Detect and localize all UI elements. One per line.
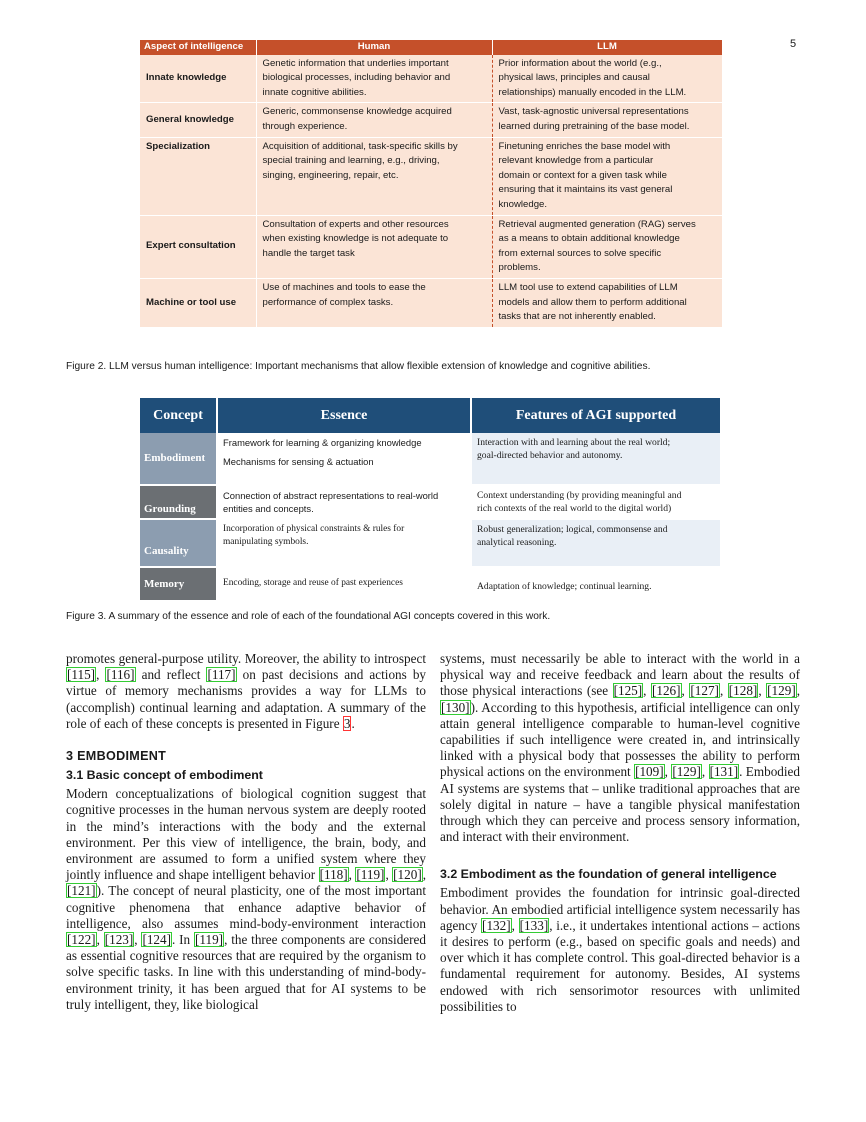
cell-line: manipulating symbols. bbox=[223, 537, 309, 547]
features-cell bbox=[471, 567, 720, 601]
aspect-cell: Machine or tool use bbox=[140, 278, 256, 327]
text: Modern conceptualizations of biological cognition suggest that cognitive processes in the human nervous system are deeply rooted in the mind’s interactions with the body and the external environment. Per this view of intelligence, the brain, body, and environment are assumed to form a unified system where they jointly influence and shape intelligent behavior bbox=[66, 786, 426, 883]
llm-cell bbox=[492, 215, 722, 278]
table-row bbox=[140, 55, 722, 103]
header-essence: Essence bbox=[217, 398, 471, 433]
text: , bbox=[348, 867, 356, 883]
cell-line: relationships) manually encoded in the LLM. bbox=[498, 86, 687, 98]
left-column bbox=[66, 651, 426, 1013]
table-row bbox=[140, 278, 722, 327]
cell-line: LLM tool use to extend capabilities of LLM bbox=[498, 281, 678, 293]
cell-line: innate cognitive abilities. bbox=[262, 86, 367, 98]
aspect-cell: Specialization bbox=[140, 137, 256, 215]
figure-reference[interactable]: 3 bbox=[343, 715, 351, 731]
text: , bbox=[96, 667, 106, 683]
citation[interactable]: [119] bbox=[194, 932, 224, 948]
cell-line: domain or context for a given task while bbox=[498, 169, 668, 181]
llm-cell bbox=[492, 137, 722, 215]
figure2-caption: Figure 2. LLM versus human intelligence: Important mechanisms that allow flexible extension of knowledge and cognitive abilities. bbox=[66, 361, 651, 372]
cell-line: goal-directed behavior and autonomy. bbox=[477, 450, 623, 461]
human-cell bbox=[256, 137, 492, 215]
citation[interactable]: [109] bbox=[635, 764, 664, 780]
cell-line: Prior information about the world (e.g., bbox=[498, 57, 662, 69]
aspect-cell: Innate knowledge bbox=[140, 55, 256, 103]
cell-line: Framework for learning & organizing knowledge bbox=[223, 437, 422, 448]
cell-line: knowledge. bbox=[498, 198, 548, 210]
features-cell bbox=[471, 485, 720, 519]
citation[interactable]: [133] bbox=[519, 917, 549, 933]
cell-line: tasks that are not inherently enabled. bbox=[498, 311, 656, 323]
concept-cell: Embodiment bbox=[140, 433, 217, 485]
essence-cell bbox=[217, 567, 471, 601]
cell-line: singing, engineering, repair, etc. bbox=[262, 169, 399, 181]
features-cell bbox=[471, 433, 720, 485]
cell-line: Robust generalization; logical, commonsense and bbox=[477, 524, 668, 535]
table-row bbox=[140, 485, 720, 519]
essence-cell bbox=[217, 485, 471, 519]
essence-cell bbox=[217, 519, 471, 567]
citation[interactable]: [131] bbox=[709, 764, 739, 780]
llm-cell bbox=[492, 278, 722, 327]
header-llm: LLM bbox=[492, 40, 722, 55]
human-cell bbox=[256, 278, 492, 327]
cell-line: entities and concepts. bbox=[223, 503, 314, 514]
citation[interactable]: [128] bbox=[728, 683, 758, 699]
human-cell bbox=[256, 55, 492, 103]
embodiment-paragraph bbox=[440, 651, 800, 845]
cell-line: Acquisition of additional, task-specific skills by bbox=[262, 140, 458, 152]
cell-line: Genetic information that underlies important bbox=[262, 57, 449, 69]
text: , bbox=[511, 917, 519, 933]
figure3-table bbox=[140, 398, 720, 602]
text: , bbox=[643, 683, 651, 699]
aspect-cell: General knowledge bbox=[140, 103, 256, 137]
cell-line: Generic, commonsense knowledge acquired bbox=[262, 106, 452, 118]
figure2-table bbox=[140, 40, 723, 328]
llm-cell bbox=[492, 55, 722, 103]
citation[interactable]: [129] bbox=[672, 764, 701, 780]
cell-line: Finetuning enriches the base model with bbox=[498, 140, 671, 152]
cell-line: when existing knowledge is not adequate to bbox=[262, 233, 449, 245]
table-row bbox=[140, 433, 720, 485]
human-cell bbox=[256, 215, 492, 278]
citation[interactable]: [115] bbox=[67, 667, 96, 683]
cell-line: performance of complex tasks. bbox=[262, 296, 394, 308]
text: systems, must necessarily be able to interact with the world in a physical way and receive feedback and learn about the results of those physical interactions (see bbox=[440, 651, 800, 699]
cell-line: through experience. bbox=[262, 120, 348, 132]
cell-line: Encoding, storage and reuse of past experiences bbox=[223, 578, 403, 588]
features-cell bbox=[471, 519, 720, 567]
right-column bbox=[440, 651, 800, 1015]
text: , bbox=[758, 683, 767, 699]
cell-line: Use of machines and tools to ease the bbox=[262, 281, 426, 293]
table-row bbox=[140, 215, 722, 278]
llm-cell bbox=[492, 103, 722, 137]
text: , bbox=[701, 764, 709, 780]
cell-line: Vast, task-agnostic universal representations bbox=[498, 106, 689, 118]
cell-line: relevant knowledge from a particular bbox=[498, 155, 654, 167]
text: on past decisions and actions by virtue of memory mechanisms provides a way for LLMs to (accomplish) continual learning and adaptation. A summary of the role of each of these concepts is presented in Figure bbox=[66, 667, 427, 731]
text: , bbox=[719, 683, 728, 699]
text: , bbox=[385, 867, 393, 883]
table-row bbox=[140, 567, 720, 601]
concept-cell: Memory bbox=[140, 567, 217, 601]
text: . bbox=[351, 715, 355, 731]
cell-line: models and allow them to perform additional bbox=[498, 296, 687, 308]
cell-line: learned during pretraining of the base model. bbox=[498, 120, 690, 132]
section-3-1-paragraph bbox=[66, 786, 426, 1013]
citation[interactable]: [132] bbox=[482, 917, 511, 933]
text: , bbox=[796, 683, 801, 699]
concept-cell: Causality bbox=[140, 519, 217, 567]
citation[interactable]: [119] bbox=[356, 867, 385, 883]
cell-line: Interaction with and learning about the real world; bbox=[477, 437, 671, 448]
text: , bbox=[664, 764, 672, 780]
cell-line: Adaptation of knowledge; continual learning. bbox=[477, 581, 652, 592]
citation[interactable]: [125] bbox=[613, 683, 643, 699]
essence-cell bbox=[217, 433, 471, 485]
text: ). According to this hypothesis, artificial intelligence can only attain general intelligence comparable to human-level cognitive capabilities if such intelligence were created in, and intrinsically linked with a physical body that possesses the ability to perform physical actions on the environment bbox=[440, 699, 800, 780]
cell-line: rich contexts of the real world to the digital world) bbox=[477, 503, 672, 514]
cell-line: physical laws, principles and causal bbox=[498, 72, 650, 84]
cell-line: special training and learning, e.g., driving, bbox=[262, 155, 440, 167]
text: , the three components are considered as essential cognitive resources that are required by the organism to solve specific tasks. In line with this understanding of mind-body-environment trinity, it has been argued that for AI systems to be truly intelligent, they, like biological bbox=[66, 932, 426, 1012]
citation[interactable]: [124] bbox=[142, 932, 172, 948]
citation[interactable]: [126] bbox=[651, 683, 681, 699]
cell-line: analytical reasoning. bbox=[477, 537, 557, 548]
section-3-1-title: 3.1 Basic concept of embodiment bbox=[66, 768, 263, 783]
text: , bbox=[422, 867, 427, 883]
concept-cell: Grounding bbox=[140, 485, 217, 519]
table-row bbox=[140, 137, 722, 215]
text: . Embodied AI systems are systems that – unlike traditional approaches that are solely digital in nature – have a tangible physical manifestation through which they can perceive and process sensory information, and interact with their environment. bbox=[440, 764, 801, 845]
figure3-caption: Figure 3. A summary of the essence and role of each of the foundational AGI concepts covered in this work. bbox=[66, 611, 551, 622]
text: , i.e., it undertakes intentional actions – actions it desires to perform (e.g., based on specific goals and needs) and over which it has complete control. This goal-directed behavior is a fundamental requirement for autonomy. Besides, AI systems endowed with rich sensorimotor resources with unlimited possibilities to bbox=[440, 917, 801, 1014]
header-features: Features of AGI supported bbox=[471, 398, 720, 433]
citation[interactable]: [118] bbox=[319, 867, 348, 883]
citation[interactable]: [130] bbox=[441, 699, 470, 715]
cell-line: Consultation of experts and other resources bbox=[262, 218, 449, 230]
intro-paragraph bbox=[66, 651, 426, 732]
text: promotes general-purpose utility. Moreover, the ability to introspect bbox=[66, 651, 426, 666]
table-row bbox=[140, 103, 722, 137]
cell-line: biological processes, including behavior and bbox=[262, 72, 451, 84]
citation[interactable]: [123] bbox=[104, 932, 134, 948]
page-number: 5 bbox=[790, 38, 797, 50]
text: , bbox=[96, 932, 104, 948]
section-3-title: 3 EMBODIMENT bbox=[66, 749, 167, 764]
text: ). The concept of neural plasticity, one of the most important cognitive phenomena that enhance adaptive behavior of intelligence, also assumes mind-body-environment interaction bbox=[66, 883, 426, 931]
citation[interactable]: [129] bbox=[767, 683, 796, 699]
header-concept: Concept bbox=[140, 398, 217, 433]
cell-line: from external sources to solve specific bbox=[498, 247, 662, 259]
citation[interactable]: [117] bbox=[207, 667, 236, 683]
cell-line: handle the target task bbox=[262, 247, 355, 259]
section-3-2-paragraph bbox=[440, 885, 800, 1015]
cell-line: Connection of abstract representations to real-world bbox=[223, 490, 439, 501]
text: and reflect bbox=[135, 667, 207, 683]
cell-line: as a means to obtain additional knowledge bbox=[498, 233, 680, 245]
citation[interactable]: [116] bbox=[106, 667, 135, 683]
cell-line: Incorporation of physical constraints & rules for bbox=[223, 524, 405, 534]
citation[interactable]: [120] bbox=[393, 867, 422, 883]
cell-line: Retrieval augmented generation (RAG) serves bbox=[498, 218, 696, 230]
aspect-cell: Expert consultation bbox=[140, 215, 256, 278]
cell-line: ensuring that it maintains its vast general bbox=[498, 184, 673, 196]
cell-line: Context understanding (by providing meaningful and bbox=[477, 490, 682, 501]
text: . In bbox=[172, 932, 194, 948]
citation[interactable]: [122] bbox=[67, 932, 96, 948]
human-cell bbox=[256, 103, 492, 137]
cell-line: problems. bbox=[498, 262, 541, 274]
section-3-2-title: 3.2 Embodiment as the foundation of general intelligence bbox=[440, 867, 777, 882]
cell-line: Mechanisms for sensing & actuation bbox=[223, 456, 374, 467]
text: , bbox=[681, 683, 690, 699]
text: , bbox=[134, 932, 142, 948]
text: Embodiment provides the foundation for intrinsic goal-directed behavior. An embodied artificial intelligence system necessarily has agency bbox=[440, 885, 800, 933]
citation[interactable]: [121] bbox=[67, 883, 96, 899]
header-human: Human bbox=[256, 40, 492, 55]
table-row bbox=[140, 519, 720, 567]
citation[interactable]: [127] bbox=[690, 683, 719, 699]
header-aspect: Aspect of intelligence bbox=[140, 40, 256, 55]
